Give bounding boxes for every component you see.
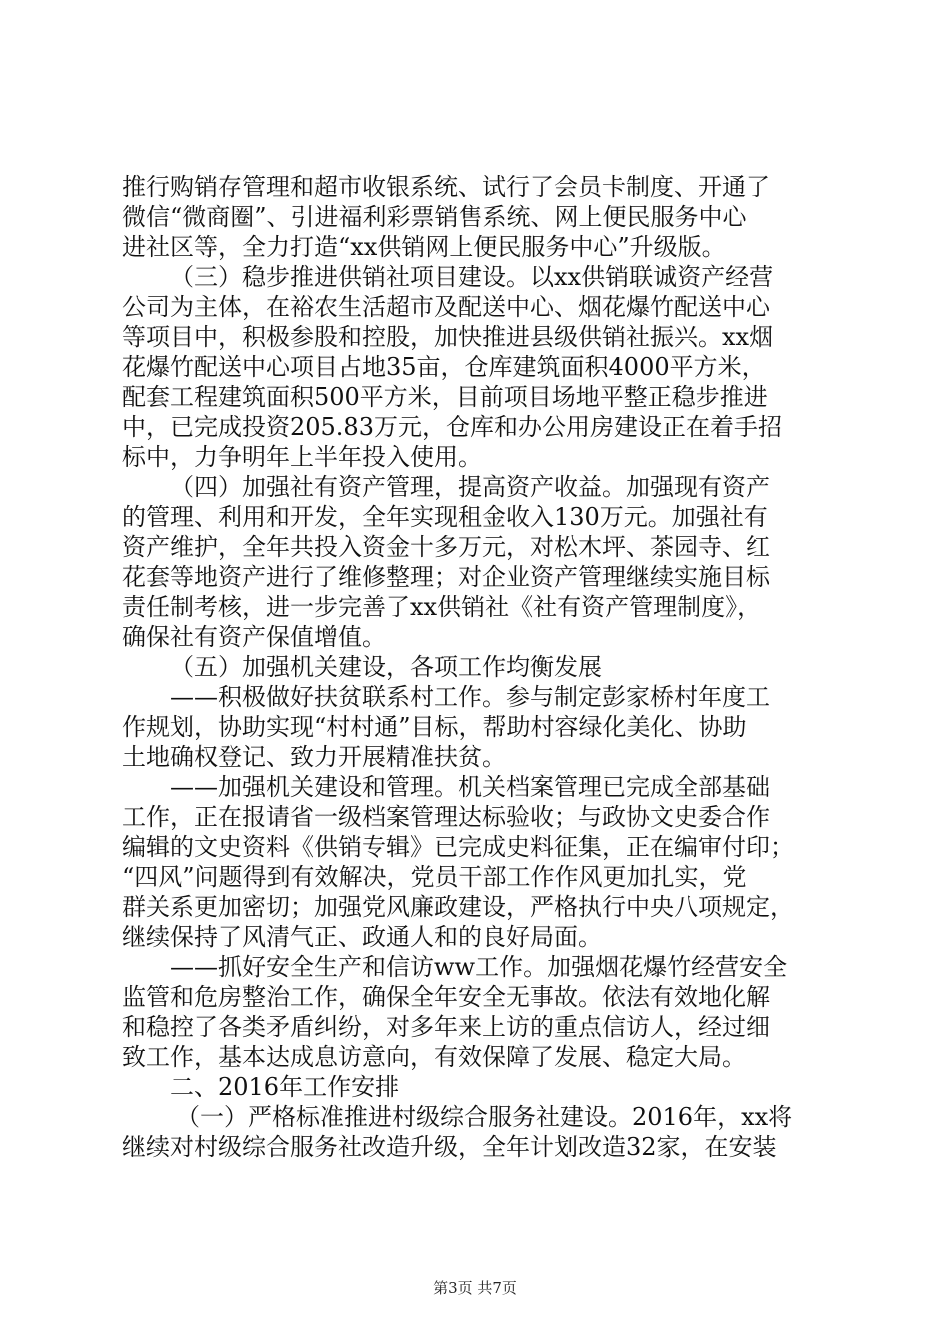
- bullet-line: ——抓好安全生产和信访ww工作。加强烟花爆竹经营安全: [170, 953, 788, 981]
- text-line: 资产维护，全年共投入资金十多万元，对松木坪、茶园寺、红: [122, 533, 770, 561]
- text-line: “四风”问题得到有效解决，党员干部工作作风更加扎实，党: [122, 863, 747, 891]
- text-line: 群关系更加密切；加强党风廉政建设，严格执行中央八项规定，: [122, 893, 794, 921]
- text-line: 微信“微商圈”、引进福利彩票销售系统、网上便民服务中心: [122, 203, 747, 231]
- text-line: 花爆竹配送中心项目占地35亩，仓库建筑面积4000平方米，: [122, 353, 766, 381]
- bullet-line: ——积极做好扶贫联系村工作。参与制定彭家桥村年度工: [170, 683, 770, 711]
- document-body: [122, 172, 832, 1162]
- text-line: 进社区等，全力打造“xx供销网上便民服务中心”升级版。: [122, 233, 726, 261]
- text-line: 致工作，基本达成息访意向，有效保障了发展、稳定大局。: [122, 1043, 746, 1071]
- section-heading-line: （五）加强机关建设，各项工作均衡发展: [170, 653, 602, 681]
- text-line: 的管理、利用和开发，全年实现租金收入130万元。加强社有: [122, 503, 768, 531]
- section-heading-line: （一）严格标准推进村级综合服务社建设。2016年，xx将: [176, 1103, 793, 1131]
- text-line: 继续保持了风清气正、政通人和的良好局面。: [122, 923, 602, 951]
- text-line: 标中，力争明年上半年投入使用。: [122, 443, 482, 471]
- text-line: 公司为主体，在裕农生活超市及配送中心、烟花爆竹配送中心: [122, 293, 770, 321]
- text-line: 监管和危房整治工作，确保全年安全无事故。依法有效地化解: [122, 983, 770, 1011]
- text-line: 确保社有资产保值增值。: [122, 623, 386, 651]
- text-line: 土地确权登记、致力开展精准扶贫。: [122, 743, 506, 771]
- text-line: 责任制考核，进一步完善了xx供销社《社有资产管理制度》，: [122, 593, 762, 621]
- section-heading-line: （四）加强社有资产管理，提高资产收益。加强现有资产: [170, 473, 770, 501]
- text-line: 配套工程建筑面积500平方米，目前项目场地平整正稳步推进: [122, 383, 768, 411]
- section-heading-line: （三）稳步推进供销社项目建设。以xx供销联诚资产经营: [170, 263, 774, 291]
- text-line: 作规划，协助实现“村村通”目标，帮助村容绿化美化、协助: [122, 713, 747, 741]
- text-line: 中，已完成投资205.83万元，仓库和办公用房建设正在着手招: [122, 413, 782, 441]
- page-number-footer: 第3页 共7页: [433, 1279, 517, 1297]
- text-line: 花套等地资产进行了维修整理；对企业资产管理继续实施目标: [122, 563, 770, 591]
- bullet-line: ——加强机关建设和管理。机关档案管理已完成全部基础: [170, 773, 770, 801]
- chapter-heading-line: 二、2016年工作安排: [170, 1073, 400, 1101]
- text-line: 继续对村级综合服务社改造升级，全年计划改造32家，在安装: [122, 1133, 777, 1161]
- text-line: 等项目中，积极参股和控股，加快推进县级供销社振兴。xx烟: [122, 323, 774, 351]
- text-line: 工作，正在报请省一级档案管理达标验收；与政协文史委合作: [122, 803, 770, 831]
- text-line: 编辑的文史资料《供销专辑》已完成史料征集，正在编审付印；: [122, 833, 794, 861]
- text-line: 推行购销存管理和超市收银系统、试行了会员卡制度、开通了: [122, 173, 770, 201]
- text-line: 和稳控了各类矛盾纠纷，对多年来上访的重点信访人，经过细: [122, 1013, 770, 1041]
